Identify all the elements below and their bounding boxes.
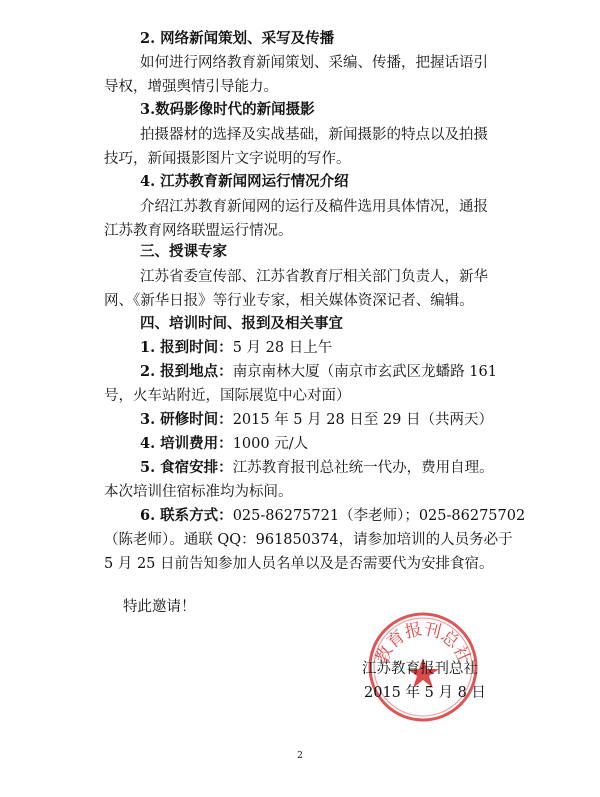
paragraph-line: 技巧，新闻摄影图片文字说明的写作。 [104, 151, 351, 167]
paragraph-line: 江苏教育网络联盟运行情况。 [104, 223, 293, 239]
section-heading-3: 3.数码影像时代的新闻摄影 [140, 101, 315, 118]
experts-heading: 三、授课专家 [140, 243, 227, 260]
logistics-item-checkin-time [140, 339, 600, 357]
paragraph-line: （陈老师）。通联 QQ：961850374，请参加培训的人员务必于 [104, 532, 513, 548]
section-heading-2: 2. 网络新闻策划、采写及传播 [140, 30, 335, 47]
logistics-item-contact [140, 507, 600, 525]
item-text: 025-86275721（李老师）；025-86275702 [232, 508, 526, 524]
item-label: 3. 研修时间： [140, 411, 233, 428]
item-text: 江苏教育报刊总社统一代办，费用自理。 [232, 460, 494, 476]
logistics-item-checkin-place [140, 363, 600, 381]
seal-text: 教育报刊总社 [372, 619, 474, 667]
paragraph-line: 江苏省委宣传部、江苏省教育厅相关部门负责人，新华 [140, 269, 488, 285]
page-number: 2 [297, 751, 303, 761]
closing-text: 特此邀请！ [123, 599, 196, 615]
item-label: 6. 联系方式： [140, 507, 233, 524]
signature-org: 江苏教育报刊总社 [362, 661, 478, 677]
item-text: 2015 年 5 月 28 日至 29 日（共两天） [232, 412, 493, 428]
item-label: 4. 培训费用： [140, 435, 233, 452]
paragraph-line: 如何进行网络教育新闻策划、采编、传播，把握话语引 [140, 55, 488, 71]
paragraph-line: 网、《新华日报》等行业专家，相关媒体资深记者、编辑。 [104, 293, 474, 309]
paragraph-line: 号，火车站附近，国际展览中心对面） [104, 388, 351, 404]
item-label: 2. 报到地点： [140, 363, 233, 380]
item-text: 5 月 28 日上午 [232, 340, 333, 356]
logistics-item-duration [140, 411, 600, 429]
item-label: 5. 食宿安排： [140, 459, 233, 476]
item-text: 1000 元/人 [232, 436, 309, 452]
paragraph-line: 介绍江苏教育新闻网的运行及稿件选用具体情况，通报 [140, 199, 488, 215]
paragraph-line: 拍摄器材的选择及实战基础，新闻摄影的特点以及拍摄 [140, 127, 488, 143]
logistics-heading: 四、培训时间、报到及相关事宜 [140, 315, 343, 332]
paragraph-line: 导权，增强舆情引导能力。 [104, 79, 278, 95]
item-text: 南京南林大厦（南京市玄武区龙蟠路 161 [232, 364, 497, 380]
signature-date: 2015 年 5 月 8 日 [364, 685, 486, 701]
paragraph-line: 本次培训住宿标准均为标间。 [104, 484, 293, 500]
paragraph-line: 5 月 25 日前告知参加人员名单以及是否需要代为安排食宿。 [104, 556, 494, 572]
section-heading-4: 4. 江苏教育新闻网运行情况介绍 [140, 173, 349, 190]
logistics-item-lodging [140, 459, 600, 477]
logistics-item-fee [140, 435, 600, 453]
item-label: 1. 报到时间： [140, 339, 233, 356]
